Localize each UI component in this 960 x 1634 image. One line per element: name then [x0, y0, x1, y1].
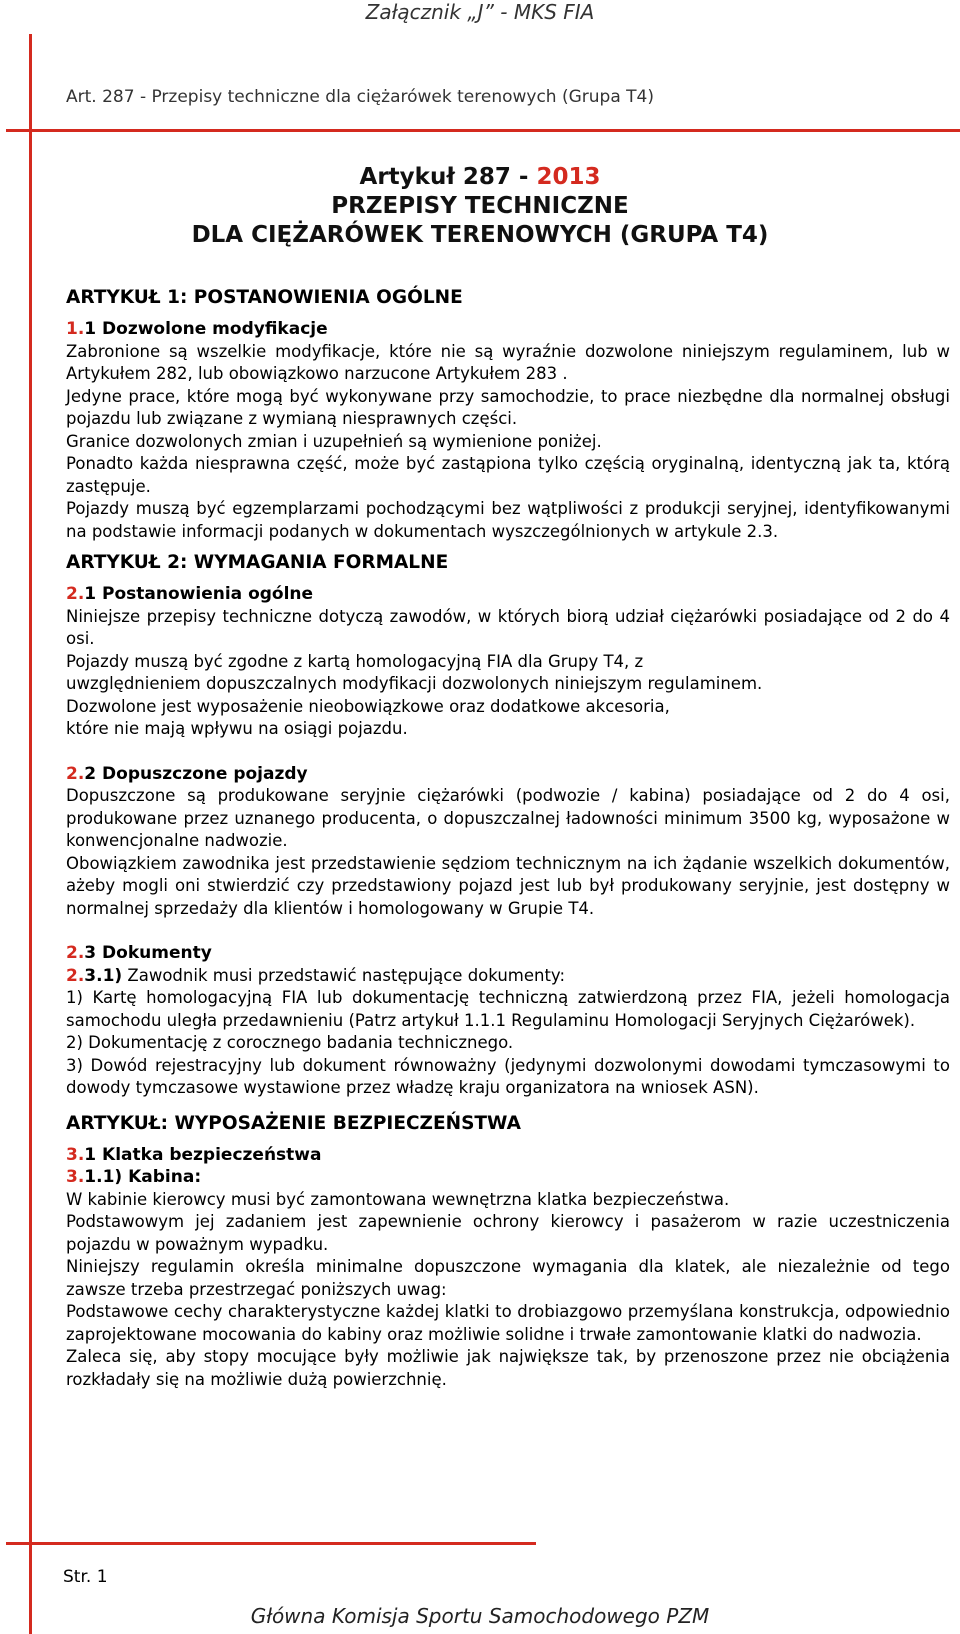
paragraph: Dozwolone jest wyposażenie nieobowiązkowe oraz dodatkowe akcesoria,: [66, 696, 670, 716]
page-number: Str. 1: [63, 1567, 108, 1587]
paragraph: Zaleca się, aby stopy mocujące były możliwie jak największe tak, by przenoszone przez nie obciążenia rozkładały się na możliwie dużą powierzchnię.: [66, 1347, 950, 1389]
list-item: 2) Dokumentację z corocznego badania technicznego.: [66, 1033, 514, 1052]
list-item: 1) Kartę homologacyjną FIA lub dokumentację techniczną zatwierdzoną przez FIA, jeżeli homologacja samochodu uległa przedawnieniu (Patrz artykuł 1.1.1 Regulaminu Homologacji Seryjnych Ciężarówek).: [66, 988, 950, 1030]
footer-organization: Główna Komisja Sportu Samochodowego PZM: [250, 1604, 710, 1628]
article-1-heading: ARTYKUŁ 1: POSTANOWIENIA OGÓLNE: [66, 287, 463, 308]
section-2-2-heading: 2.2 Dopuszczone pojazdy: [66, 763, 308, 784]
paragraph: 2.3.1) Zawodnik musi przedstawić następujące dokumenty:: [66, 965, 566, 986]
title-line-2: PRZEPISY TECHNICZNE: [331, 193, 629, 219]
article-3-heading: ARTYKUŁ: WYPOSAŻENIE BEZPIECZEŃSTWA: [66, 1112, 521, 1134]
annex-label: Załącznik „J” - MKS FIA: [365, 0, 595, 24]
paragraph: które nie mają wpływu na osiągi pojazdu.: [66, 719, 408, 738]
paragraph: Obowiązkiem zawodnika jest przedstawienie sędziom technicznym na ich żądanie wszelkich dokumentów, ażeby mogli oni stwierdzić czy przedstawiony pojazd jest lub był produkowany seryjnie, jest dostępny w normalnej sprzedaży dla klientów i homologowany w Grupie T4.: [66, 853, 950, 918]
paragraph: Pojazdy muszą być egzemplarzami pochodzącymi bez wątpliwości z produkcji seryjnej, identyfikowanymi na podstawie informacji podanych w dokumentach wyszczególnionych w artykule 2.3.: [66, 499, 950, 541]
article-running-header: Art. 287 - Przepisy techniczne dla ciężarówek terenowych (Grupa T4): [66, 87, 655, 107]
paragraph: Niniejsze przepisy techniczne dotyczą zawodów, w których biorą udział ciężarówki posiadające od 2 do 4 osi.: [66, 606, 950, 648]
paragraph: Granice dozwolonych zmian i uzupełnień są wymienione poniżej.: [66, 431, 602, 451]
paragraph: Dopuszczone są produkowane seryjnie ciężarówki (podwozie / kabina) posiadające od 2 do 4 osi, produkowane przez uznanego producenta, o dopuszczalnej ładowności minimum 3500 kg, wyposażone w konwencjonalne nadwozie.: [66, 786, 950, 850]
title-line-3: DLA CIĘŻARÓWEK TERENOWYCH (GRUPA T4): [191, 222, 769, 248]
paragraph: uwzględnieniem dopuszczalnych modyfikacji dozwolonych niniejszym regulaminem.: [66, 674, 763, 693]
document-title: [0, 163, 960, 250]
title-line-1: Artykuł 287 - 2013: [359, 164, 601, 190]
footer-rule: [6, 1542, 536, 1545]
title-year: 2013: [536, 164, 601, 190]
section-3-1-1-heading: 3.1.1) Kabina:: [66, 1167, 202, 1187]
list-item: 3) Dowód rejestracyjny lub dokument równoważny (jedynymi dozwolonymi dowodami tymczasowymi to dowody tymczasowe wystawione przez władzę kraju organizatora na wniosek ASN).: [66, 1055, 950, 1097]
paragraph: Podstawowym jej zadaniem jest zapewnienie ochrony kierowcy i pasażerom w razie uczestniczenia pojazdu w poważnym wypadku.: [66, 1212, 950, 1254]
section-2-3-heading: 2.3 Dokumenty: [66, 943, 212, 963]
document-body: [66, 286, 950, 1391]
section-1-1-heading: 1.1 Dozwolone modyfikacje: [66, 319, 328, 339]
section-2-1-heading: 2.1 Postanowienia ogólne: [66, 584, 314, 604]
paragraph: Jedyne prace, które mogą być wykonywane przy samochodzie, to prace niezbędne dla normalnej obsługi pojazdu lub związane z wymianą niesprawnych części.: [66, 386, 950, 428]
section-3-1-heading: 3.1 Klatka bezpieczeństwa: [66, 1144, 322, 1165]
paragraph: Niniejszy regulamin określa minimalne dopuszczone wymagania dla klatek, ale niezależnie od tego zawsze trzeba przestrzegać poniższych uwag:: [66, 1257, 950, 1299]
paragraph: W kabinie kierowcy musi być zamontowana wewnętrzna klatka bezpieczeństwa.: [66, 1189, 730, 1209]
paragraph: Zabronione są wszelkie modyfikacje, które nie są wyraźnie dozwolone niniejszym regulaminem, lub w Artykułem 282, lub obowiązkowo narzucone Artykułem 283 .: [66, 341, 950, 383]
paragraph: Ponadto każda niesprawna część, może być zastąpiona tylko częścią oryginalną, identyczną jak ta, którą zastępuje.: [66, 454, 950, 496]
header-rule: [6, 129, 960, 132]
article-2-heading: ARTYKUŁ 2: WYMAGANIA FORMALNE: [66, 552, 449, 573]
paragraph: Podstawowe cechy charakterystyczne każdej klatki to drobiazgowo przemyślana konstrukcja, odpowiednio zaprojektowane mocowania do kabiny oraz możliwie solidne i trwałe zamontowanie klatki do nadwozia.: [66, 1302, 950, 1344]
left-margin-rule: [29, 34, 32, 1634]
paragraph: Pojazdy muszą być zgodne z kartą homologacyjną FIA dla Grupy T4, z: [66, 651, 644, 671]
